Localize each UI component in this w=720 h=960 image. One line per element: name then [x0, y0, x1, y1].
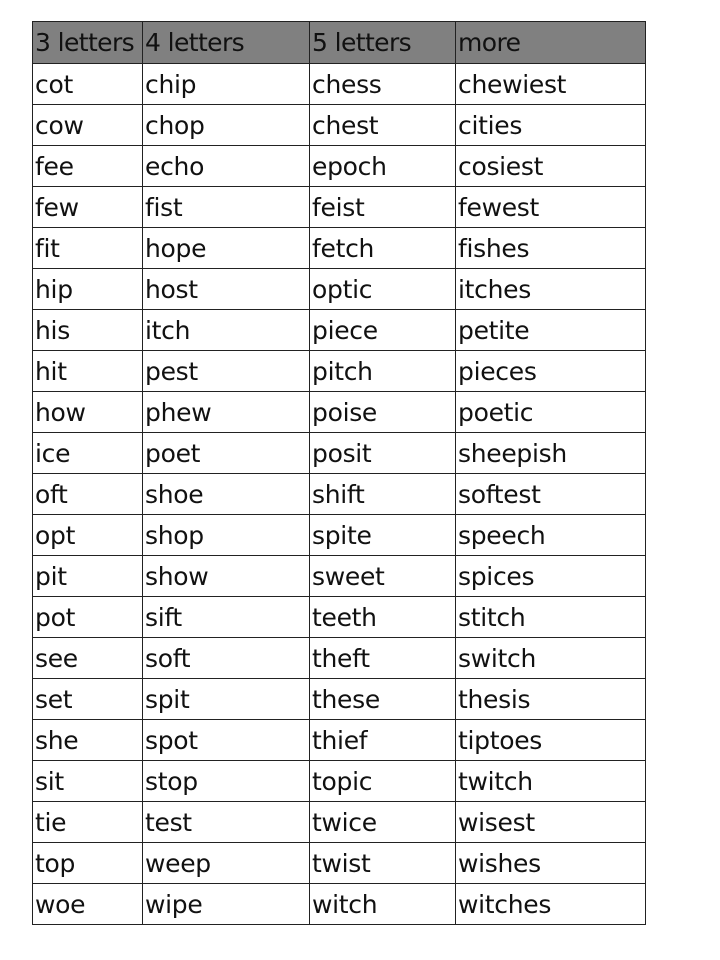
word-cell-more: witches — [456, 884, 646, 925]
word-cell-4-letters: show — [143, 556, 310, 597]
table-row — [33, 515, 646, 556]
word-cell-more: spices — [456, 556, 646, 597]
word-cell-4-letters: chop — [143, 105, 310, 146]
word-cell-5-letters: twice — [310, 802, 456, 843]
word-cell-3-letters: few — [33, 187, 143, 228]
table-row — [33, 638, 646, 679]
word-cell-3-letters: she — [33, 720, 143, 761]
word-cell-more: tiptoes — [456, 720, 646, 761]
table-row — [33, 64, 646, 105]
word-cell-5-letters: epoch — [310, 146, 456, 187]
word-cell-4-letters: poet — [143, 433, 310, 474]
table-row — [33, 556, 646, 597]
word-cell-5-letters: witch — [310, 884, 456, 925]
word-cell-4-letters: echo — [143, 146, 310, 187]
table-row — [33, 146, 646, 187]
table-row — [33, 720, 646, 761]
word-cell-3-letters: tie — [33, 802, 143, 843]
word-cell-4-letters: wipe — [143, 884, 310, 925]
word-cell-5-letters: spite — [310, 515, 456, 556]
word-cell-4-letters: pest — [143, 351, 310, 392]
table-row — [33, 228, 646, 269]
word-cell-4-letters: test — [143, 802, 310, 843]
word-cell-4-letters: fist — [143, 187, 310, 228]
header-4-letters: 4 letters — [143, 22, 310, 64]
word-cell-3-letters: hip — [33, 269, 143, 310]
word-cell-more: wishes — [456, 843, 646, 884]
word-cell-more: switch — [456, 638, 646, 679]
table-row — [33, 802, 646, 843]
table-row — [33, 884, 646, 925]
word-cell-3-letters: pot — [33, 597, 143, 638]
word-cell-more: itches — [456, 269, 646, 310]
header-3-letters: 3 letters — [33, 22, 143, 64]
table-row — [33, 105, 646, 146]
word-cell-more: speech — [456, 515, 646, 556]
word-cell-3-letters: fit — [33, 228, 143, 269]
table-row — [33, 843, 646, 884]
word-cell-5-letters: sweet — [310, 556, 456, 597]
word-cell-5-letters: topic — [310, 761, 456, 802]
word-cell-5-letters: these — [310, 679, 456, 720]
word-cell-more: sheepish — [456, 433, 646, 474]
word-cell-more: fewest — [456, 187, 646, 228]
word-cell-more: wisest — [456, 802, 646, 843]
table-row — [33, 310, 646, 351]
header-5-letters: 5 letters — [310, 22, 456, 64]
word-cell-more: chewiest — [456, 64, 646, 105]
table-row — [33, 269, 646, 310]
table-header — [33, 22, 646, 64]
word-cell-4-letters: itch — [143, 310, 310, 351]
table-row — [33, 597, 646, 638]
word-cell-more: stitch — [456, 597, 646, 638]
word-cell-4-letters: stop — [143, 761, 310, 802]
word-cell-5-letters: optic — [310, 269, 456, 310]
word-cell-5-letters: feist — [310, 187, 456, 228]
word-cell-5-letters: shift — [310, 474, 456, 515]
word-cell-more: thesis — [456, 679, 646, 720]
table-row — [33, 761, 646, 802]
word-cell-5-letters: chest — [310, 105, 456, 146]
word-cell-3-letters: cot — [33, 64, 143, 105]
word-cell-3-letters: woe — [33, 884, 143, 925]
header-more: more — [456, 22, 646, 64]
word-cell-5-letters: pitch — [310, 351, 456, 392]
word-cell-more: poetic — [456, 392, 646, 433]
word-cell-5-letters: posit — [310, 433, 456, 474]
word-cell-4-letters: shoe — [143, 474, 310, 515]
word-cell-more: cosiest — [456, 146, 646, 187]
word-cell-4-letters: soft — [143, 638, 310, 679]
word-cell-3-letters: hit — [33, 351, 143, 392]
word-cell-3-letters: how — [33, 392, 143, 433]
word-cell-4-letters: sift — [143, 597, 310, 638]
word-cell-3-letters: see — [33, 638, 143, 679]
word-cell-4-letters: host — [143, 269, 310, 310]
word-cell-more: twitch — [456, 761, 646, 802]
word-cell-4-letters: spit — [143, 679, 310, 720]
word-cell-4-letters: chip — [143, 64, 310, 105]
word-cell-5-letters: twist — [310, 843, 456, 884]
word-cell-3-letters: pit — [33, 556, 143, 597]
word-cell-4-letters: hope — [143, 228, 310, 269]
word-cell-4-letters: shop — [143, 515, 310, 556]
word-cell-5-letters: chess — [310, 64, 456, 105]
word-cell-more: fishes — [456, 228, 646, 269]
table-row — [33, 187, 646, 228]
word-cell-5-letters: poise — [310, 392, 456, 433]
word-cell-3-letters: top — [33, 843, 143, 884]
word-cell-3-letters: cow — [33, 105, 143, 146]
word-cell-5-letters: fetch — [310, 228, 456, 269]
table-row — [33, 474, 646, 515]
word-cell-3-letters: fee — [33, 146, 143, 187]
table-row — [33, 351, 646, 392]
table-row — [33, 679, 646, 720]
word-cell-5-letters: theft — [310, 638, 456, 679]
word-cell-3-letters: his — [33, 310, 143, 351]
table-row — [33, 433, 646, 474]
word-cell-5-letters: teeth — [310, 597, 456, 638]
table-row — [33, 392, 646, 433]
word-cell-more: softest — [456, 474, 646, 515]
word-table — [32, 21, 646, 925]
word-cell-3-letters: opt — [33, 515, 143, 556]
word-cell-3-letters: sit — [33, 761, 143, 802]
word-cell-5-letters: piece — [310, 310, 456, 351]
word-cell-3-letters: ice — [33, 433, 143, 474]
table-body — [33, 64, 646, 925]
word-cell-4-letters: phew — [143, 392, 310, 433]
word-cell-3-letters: oft — [33, 474, 143, 515]
word-cell-4-letters: weep — [143, 843, 310, 884]
header-row — [33, 22, 646, 64]
word-cell-4-letters: spot — [143, 720, 310, 761]
word-cell-more: petite — [456, 310, 646, 351]
word-cell-more: cities — [456, 105, 646, 146]
word-cell-5-letters: thief — [310, 720, 456, 761]
word-cell-more: pieces — [456, 351, 646, 392]
word-cell-3-letters: set — [33, 679, 143, 720]
